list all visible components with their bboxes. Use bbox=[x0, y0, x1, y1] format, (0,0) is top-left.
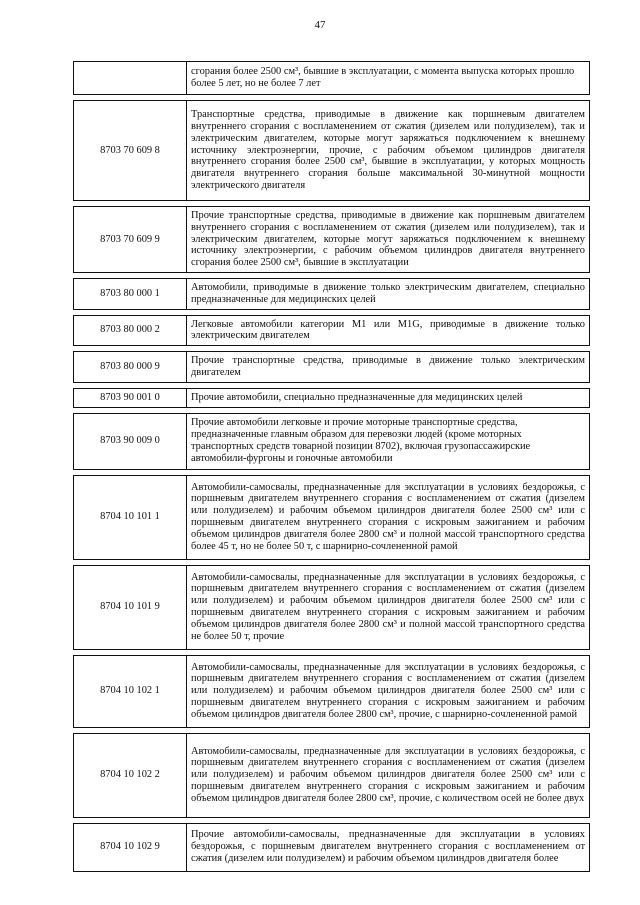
row-description: Прочие автомобили, специально предназначенные для медицинских целей bbox=[187, 388, 590, 407]
row-description: Прочие транспортные средства, приводимые в движение только электрическим двигателем bbox=[187, 352, 590, 383]
row-code: 8704 10 102 9 bbox=[74, 823, 187, 871]
row-description: сгорания более 2500 см³, бывшие в эксплуатации, с момента выпуска которых прошло более 5 лет, но не более 7 лет bbox=[187, 62, 590, 95]
row-code: 8703 80 000 9 bbox=[74, 352, 187, 383]
table-row bbox=[74, 475, 590, 559]
row-code: 8703 90 009 0 bbox=[74, 413, 187, 469]
row-code: 8703 80 000 1 bbox=[74, 278, 187, 309]
row-code: 8704 10 102 2 bbox=[74, 733, 187, 817]
row-code: 8703 70 609 9 bbox=[74, 207, 187, 273]
table-row bbox=[74, 207, 590, 273]
page-number: 47 bbox=[314, 19, 326, 31]
row-description: Легковые автомобили категории M1 или M1G, приводимые в движение только электрическим двигателем bbox=[187, 315, 590, 346]
row-description: Прочие транспортные средства, приводимые в движение как поршневым двигателем внутреннего сгорания с воспламенением от сжатия (дизелем или полудизелем), так и электрическим двигателем, которые могут заряжаться подключением к внешнему источнику электроэнергии, с рабочим объемом цилиндров двигателя внутреннего сгорания более 2500 см³, бывшие в эксплуатации bbox=[187, 207, 590, 273]
row-code: 8703 80 000 2 bbox=[74, 315, 187, 346]
row-description: Прочие автомобили легковые и прочие моторные транспортные средства, предназначенные главным образом для перевозки людей (кроме моторных транспортных средств товарной позиции 8702), включая грузопассажирские автомобили-фургоны и гоночные автомобили bbox=[187, 413, 590, 469]
row-description: Прочие автомобили-самосвалы, предназначенные для эксплуатации в условиях бездорожья, с поршневым двигателем внутреннего сгорания с воспламенением от сжатия (дизелем или полудизелем) и рабочим объемом цилиндров двигателя более bbox=[187, 823, 590, 871]
table-row bbox=[74, 733, 590, 817]
row-description: Автомобили-самосвалы, предназначенные для эксплуатации в условиях бездорожья, с поршневым двигателем внутреннего сгорания с воспламенением от сжатия (дизелем или полудизелем) и рабочим объемом цилиндров двигателя более 2500 см³ или с поршневым двигателем внутреннего сгорания с искровым зажиганием и рабочим объемом цилиндров двигателя более 2800 см³, прочие, с количеством осей не более двух bbox=[187, 733, 590, 817]
row-code: 8703 70 609 8 bbox=[74, 101, 187, 201]
table-row bbox=[74, 565, 590, 649]
tariff-code-table bbox=[73, 61, 590, 872]
table-row bbox=[74, 823, 590, 871]
table-row bbox=[74, 413, 590, 469]
row-code: 8703 90 001 0 bbox=[74, 388, 187, 407]
row-description: Автомобили-самосвалы, предназначенные для эксплуатации в условиях бездорожья, с поршневым двигателем внутреннего сгорания с воспламенением от сжатия (дизелем или полудизелем) и рабочим объемом цилиндров двигателя более 2500 см³ или с поршневым двигателем внутреннего сгорания с искровым зажиганием и рабочим объемом цилиндров двигателя более 2800 см³ и полной массой транспортного средства не более 50 т, прочие bbox=[187, 565, 590, 649]
row-description: Автомобили-самосвалы, предназначенные для эксплуатации в условиях бездорожья, с поршневым двигателем внутреннего сгорания с воспламенением от сжатия (дизелем или полудизелем) и рабочим объемом цилиндров двигателя более 2500 см³ или с поршневым двигателем внутреннего сгорания с искровым зажиганием и рабочим объемом цилиндров двигателя более 2800 см³ и полной массой транспортного средства более 45 т, но не более 50 т, с шарнирно-сочлененной рамой bbox=[187, 475, 590, 559]
table-row bbox=[74, 101, 590, 201]
row-description: Автомобили, приводимые в движение только электрическим двигателем, специально предназначенные для медицинских целей bbox=[187, 278, 590, 309]
table-row bbox=[74, 315, 590, 346]
row-code: 8704 10 101 1 bbox=[74, 475, 187, 559]
row-description: Транспортные средства, приводимые в движение как поршневым двигателем внутреннего сгорания с воспламенением от сжатия (дизелем или полудизелем), так и электрическим двигателем, которые могут заряжаться подключением к внешнему источнику электроэнергии, прочие, с рабочим объемом цилиндров двигателя внутреннего сгорания более 2500 см³, бывшие в эксплуатации, у которых мощность двигателя внутреннего сгорания больше максимальной 30-минутной мощности электрического двигателя bbox=[187, 101, 590, 201]
table-row bbox=[74, 655, 590, 727]
table-row bbox=[74, 388, 590, 407]
row-code: 8704 10 102 1 bbox=[74, 655, 187, 727]
table-row bbox=[74, 62, 590, 95]
row-code: 8704 10 101 9 bbox=[74, 565, 187, 649]
row-code bbox=[74, 62, 187, 95]
table-row bbox=[74, 352, 590, 383]
table-row bbox=[74, 278, 590, 309]
row-description: Автомобили-самосвалы, предназначенные для эксплуатации в условиях бездорожья, с поршневым двигателем внутреннего сгорания с воспламенением от сжатия (дизелем или полудизелем) и рабочим объемом цилиндров двигателя более 2500 см³ или с поршневым двигателем внутреннего сгорания с искровым зажиганием и рабочим объемом цилиндров двигателя более 2800 см³, прочие, с шарнирно-сочлененной рамой bbox=[187, 655, 590, 727]
